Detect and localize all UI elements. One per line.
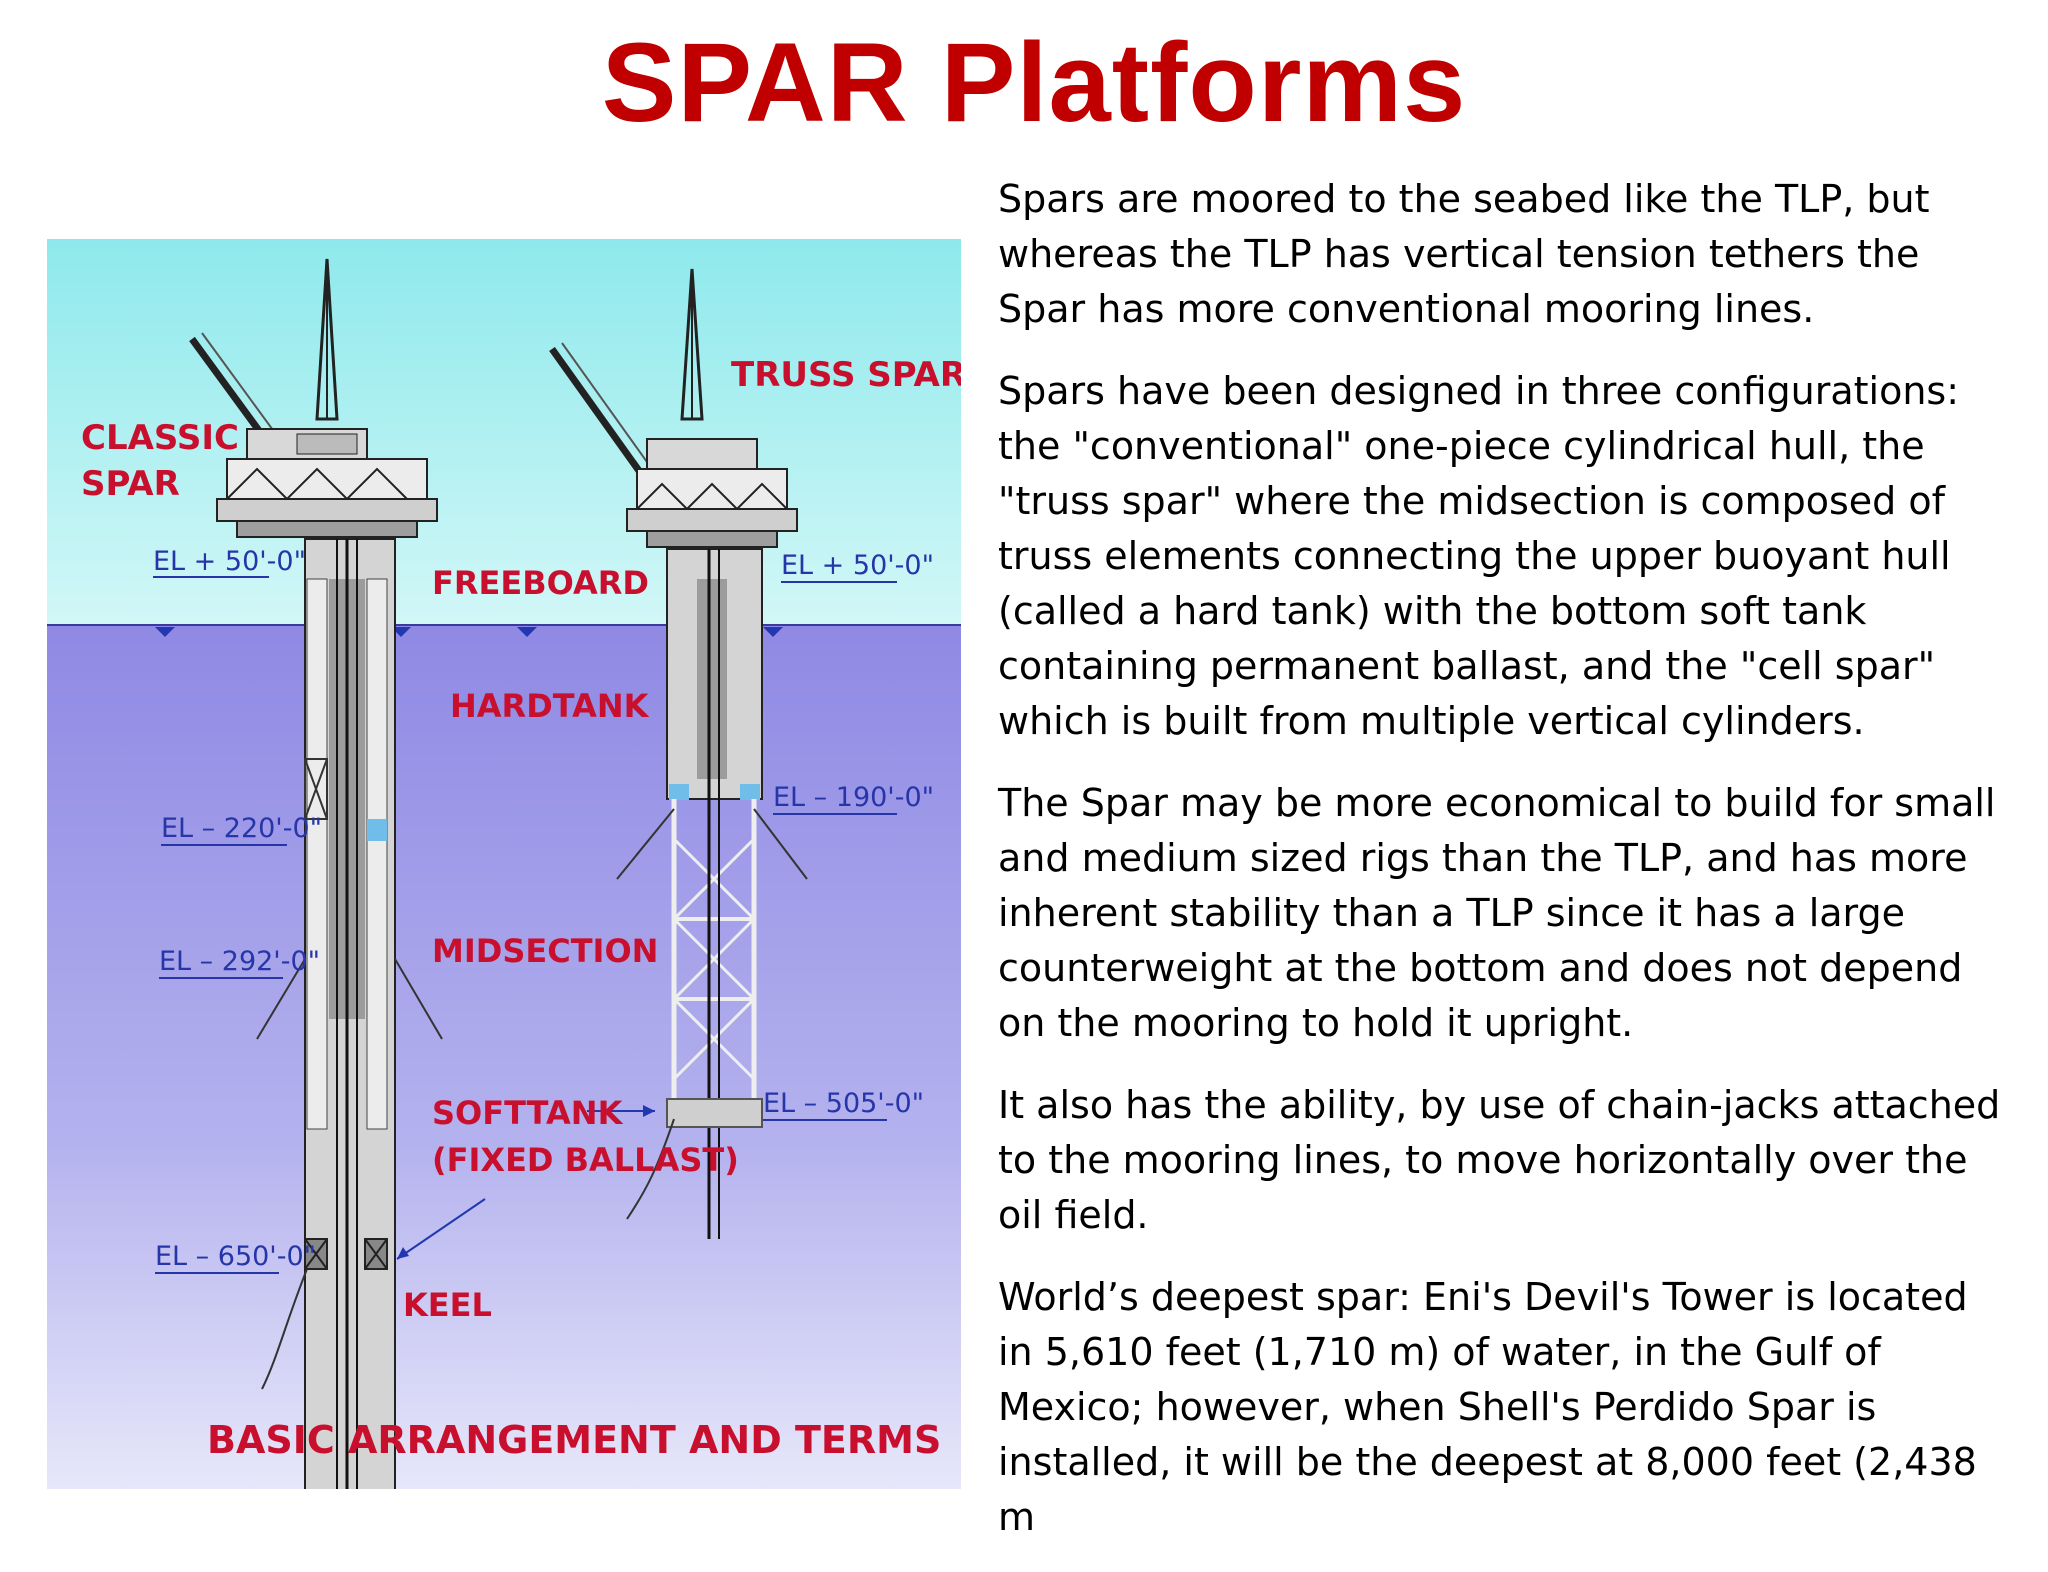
elevation-classic-top: EL + 50'-0": [153, 546, 307, 577]
hardtank-label: HARDTANK: [450, 687, 649, 725]
softtank-label-line1: SOFTTANK: [432, 1094, 623, 1132]
freeboard-label: FREEBOARD: [432, 564, 649, 602]
description-text: [998, 172, 2008, 1572]
classic-spar-label-line1: CLASSIC: [81, 418, 239, 458]
elevation-classic-650: EL – 650'-0": [155, 1241, 317, 1272]
midsection-label: MIDSECTION: [432, 932, 659, 970]
paragraph-configurations: Spars have been designed in three configurations: the "conventional" one-piece cylindrical hull, the "truss spar" where the midsection is composed of truss elements connecting the upper buoyant hull (called a hard tank) with the bottom soft tank containing permanent ballast, and the "cell spar" which is built from multiple vertical cylinders.: [998, 369, 1960, 743]
sea-area: [47, 625, 961, 1489]
elevation-classic-292: EL – 292'-0": [159, 946, 321, 977]
elevation-truss-190: EL – 190'-0": [773, 782, 935, 813]
paragraph-deepest-spar: World’s deepest spar: Eni's Devil's Tower is located in 5,610 feet (1,710 m) of water, in the Gulf of Mexico; however, when Shell's Perdido Spar is installed, it will be the deepest at 8,000 feet (2,438 m: [998, 1275, 1977, 1539]
softtank-label-line2: (FIXED BALLAST): [432, 1141, 739, 1179]
elevation-classic-220: EL – 220'-0": [161, 813, 323, 844]
paragraph-economics: The Spar may be more economical to build for small and medium sized rigs than the TLP, and has more inherent stability than a TLP since it has a large counterweight at the bottom and does not depend on the mooring to hold it upright.: [998, 781, 1996, 1045]
classic-spar-label-line2: SPAR: [81, 464, 180, 504]
spar-diagram: [47, 239, 961, 1489]
page-title: SPAR Platforms: [601, 20, 1467, 145]
elevation-truss-505: EL – 505'-0": [763, 1088, 925, 1119]
truss-spar-label: TRUSS SPAR: [731, 355, 961, 395]
keel-label: KEEL: [403, 1286, 492, 1324]
paragraph-chain-jacks: It also has the ability, by use of chain-jacks attached to the mooring lines, to move horizontally over the oil field.: [998, 1083, 2001, 1237]
paragraph-mooring: Spars are moored to the seabed like the TLP, but whereas the TLP has vertical tension tethers the Spar has more conventional mooring lines.: [998, 177, 1930, 331]
diagram-caption: BASIC ARRANGEMENT AND TERMS: [207, 1418, 942, 1462]
elevation-truss-top: EL + 50'-0": [781, 550, 935, 581]
